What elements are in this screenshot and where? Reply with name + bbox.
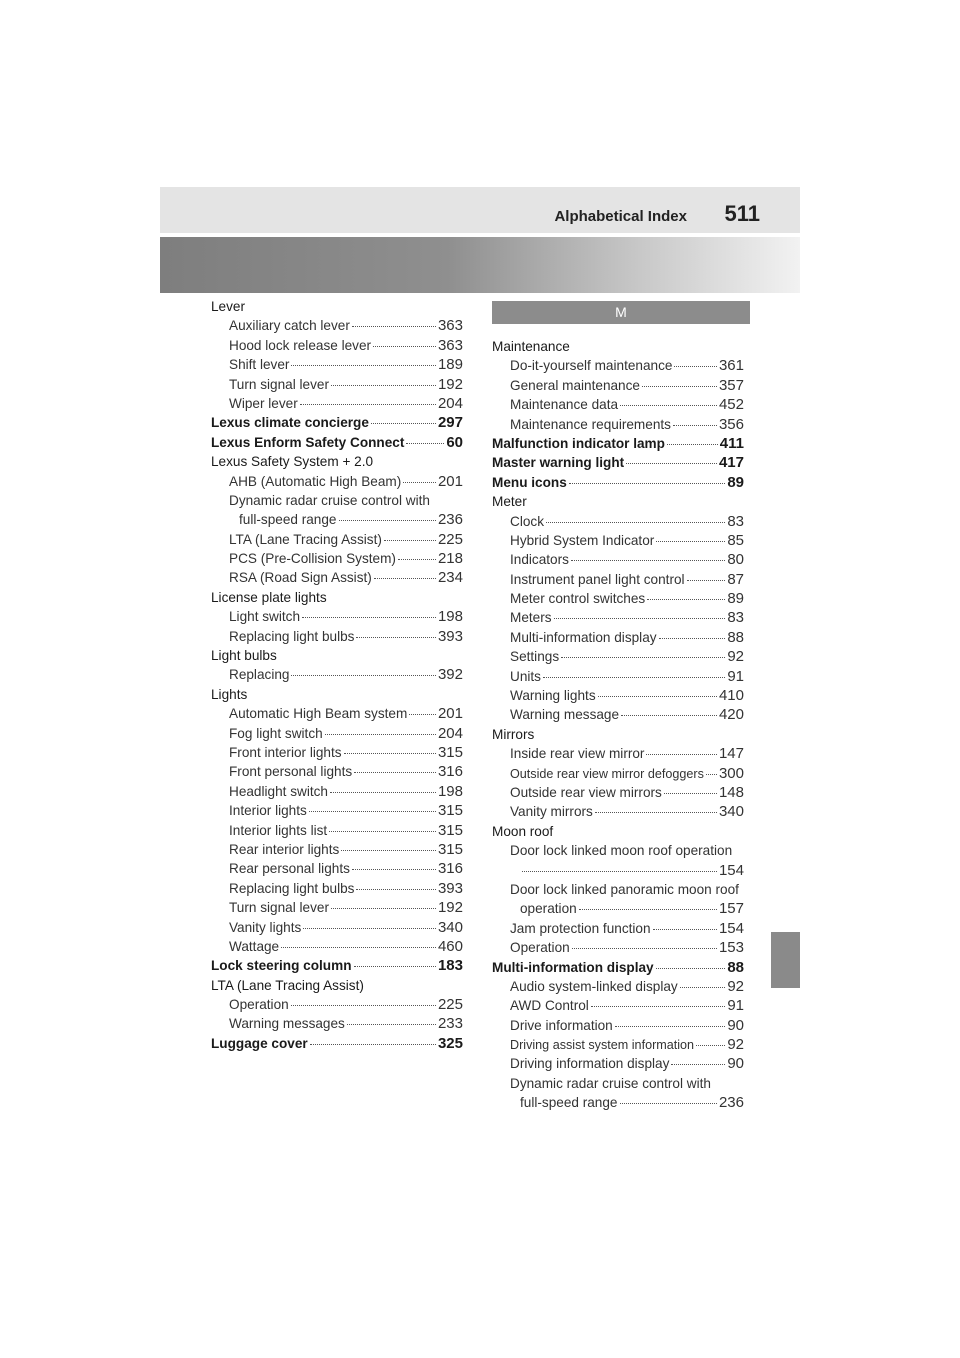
index-entry-text: Operation <box>229 997 289 1013</box>
dot-leader <box>572 948 717 949</box>
index-entry-text: Warning messages <box>229 1016 345 1032</box>
index-entry <box>211 355 463 374</box>
dot-leader <box>354 772 436 773</box>
index-entry <box>211 918 463 937</box>
dot-leader <box>329 831 436 832</box>
index-entry-page[interactable]: 92 <box>727 1036 744 1054</box>
index-entry <box>492 570 744 589</box>
index-entry <box>211 724 463 743</box>
index-entry-text: Replacing light bulbs <box>229 880 355 896</box>
dot-leader <box>646 754 717 755</box>
index-entry <box>492 841 744 860</box>
index-entry <box>492 1054 744 1073</box>
index-entry-text: Maintenance requirements <box>510 416 671 432</box>
dot-leader <box>352 869 436 870</box>
index-entry <box>211 491 463 510</box>
dot-leader <box>620 1103 717 1104</box>
index-entry-text: Light switch <box>229 609 301 625</box>
index-entry-page[interactable]: 363 <box>437 317 463 335</box>
index-entry-text: Auxiliary catch lever <box>229 318 350 334</box>
index-entry-text: full-speed range <box>520 1095 618 1111</box>
index-entry <box>211 995 463 1014</box>
index-entry-text: PCS (Pre-Collision System) <box>229 551 396 567</box>
index-entry <box>211 762 463 781</box>
index-entry-page[interactable]: 411 <box>719 434 744 452</box>
dot-leader <box>674 366 717 367</box>
dot-leader <box>653 929 717 930</box>
index-entry-text: Rear interior lights <box>229 841 340 857</box>
index-entry-text: Light bulbs <box>211 648 277 664</box>
index-entry-text: License plate lights <box>211 589 327 605</box>
index-entry-page[interactable]: 315 <box>437 802 463 820</box>
index-entry <box>211 627 463 646</box>
index-entry-text: Units <box>510 668 541 684</box>
index-entry <box>492 996 744 1015</box>
index-entry-text: AHB (Automatic High Beam) <box>229 473 402 489</box>
index-entry-page[interactable]: 83 <box>727 512 744 530</box>
index-entry <box>211 510 463 529</box>
index-entry <box>492 686 744 705</box>
index-entry-text: Dynamic radar cruise control with <box>510 1075 711 1091</box>
index-entry-text: LTA (Lane Tracing Assist) <box>229 531 382 547</box>
index-entry-page[interactable]: 460 <box>437 937 463 955</box>
dot-leader <box>656 541 725 542</box>
index-entry <box>492 1093 744 1112</box>
dot-leader <box>291 365 436 366</box>
index-entry <box>211 898 463 917</box>
dot-leader <box>281 947 436 948</box>
index-entry <box>492 899 744 918</box>
index-entry-text: Automatic High Beam system <box>229 706 408 722</box>
dot-leader <box>331 908 436 909</box>
index-entry-page[interactable]: 198 <box>437 782 463 800</box>
index-entry <box>211 413 463 432</box>
index-entry-page[interactable]: 452 <box>718 396 744 414</box>
index-entry-page[interactable]: 90 <box>727 1055 744 1073</box>
index-entry-text: Jam protection function <box>510 920 651 936</box>
index-entry <box>211 685 463 704</box>
index-entry-text: Mirrors <box>492 726 535 742</box>
dot-leader <box>569 483 726 484</box>
index-entry <box>492 1035 744 1054</box>
index-entry-text: Interior lights list <box>229 822 328 838</box>
index-entry <box>492 783 744 802</box>
index-entry-text: Shift lever <box>229 357 290 373</box>
index-entry <box>211 394 463 413</box>
index-entry <box>492 802 744 821</box>
index-entry-page[interactable]: 357 <box>718 376 744 394</box>
index-entry-text: Master warning light <box>492 455 625 471</box>
index-entry <box>211 840 463 859</box>
dot-leader <box>591 1006 726 1007</box>
dot-leader <box>656 968 726 969</box>
index-entry-text: Indicators <box>510 552 569 568</box>
index-entry-page[interactable]: 153 <box>718 939 744 957</box>
index-entry <box>211 549 463 568</box>
index-entry <box>492 861 744 880</box>
index-entry-page[interactable]: 300 <box>718 764 744 782</box>
index-entry-page[interactable]: 236 <box>437 511 463 529</box>
dot-leader <box>403 482 436 483</box>
dot-leader <box>522 871 717 872</box>
index-entry <box>492 958 744 977</box>
index-entry-text: Dynamic radar cruise control with <box>229 492 430 508</box>
page-header <box>160 187 800 233</box>
dot-leader <box>354 966 436 967</box>
index-entry <box>492 531 744 550</box>
index-entry <box>211 472 463 491</box>
index-entry-page[interactable]: 60 <box>446 433 463 451</box>
index-entry-text: Wattage <box>229 938 280 954</box>
dot-leader <box>626 463 717 464</box>
index-entry <box>492 376 744 395</box>
index-entry-text: Warning lights <box>510 688 596 704</box>
dot-leader <box>302 617 436 618</box>
section-tab <box>771 932 800 988</box>
index-entry <box>492 977 744 996</box>
index-column-left <box>211 297 463 1053</box>
index-entry <box>211 336 463 355</box>
index-entry-text: Instrument panel light control <box>510 571 685 587</box>
dot-leader <box>667 444 718 445</box>
dot-leader <box>543 677 725 678</box>
index-entry <box>211 937 463 956</box>
index-entry <box>211 568 463 587</box>
index-entry-page[interactable]: 316 <box>437 860 463 878</box>
index-entry-page[interactable]: 297 <box>437 414 463 432</box>
index-entry-text: operation <box>520 901 577 917</box>
index-entry-text: Maintenance <box>492 339 570 354</box>
index-entry-page[interactable]: 85 <box>727 531 744 549</box>
index-entry <box>492 550 744 569</box>
index-entry-page[interactable]: 189 <box>437 356 463 374</box>
index-entry-page[interactable]: 315 <box>437 840 463 858</box>
dot-leader <box>409 714 436 715</box>
index-entry <box>492 725 744 744</box>
index-entry-page[interactable]: 392 <box>437 666 463 684</box>
index-entry <box>211 297 463 316</box>
index-entry <box>211 782 463 801</box>
index-entry-text: Turn signal lever <box>229 376 329 392</box>
index-entry-page[interactable]: 225 <box>437 996 463 1014</box>
index-column-right <box>492 297 744 1113</box>
index-entry-page[interactable]: 340 <box>437 918 463 936</box>
dot-leader <box>680 987 726 988</box>
index-entry-page[interactable]: 225 <box>437 530 463 548</box>
index-entry-text: Front personal lights <box>229 764 353 780</box>
dot-leader <box>352 326 436 327</box>
index-entry-page[interactable]: 315 <box>437 743 463 761</box>
index-entry-page[interactable]: 192 <box>437 899 463 917</box>
section-letter-bar: M <box>492 301 750 324</box>
index-entry-text: Audio system-linked display <box>510 978 678 994</box>
dot-leader <box>406 443 444 444</box>
index-entry-text: Vanity mirrors <box>510 804 593 820</box>
index-entry <box>211 588 463 607</box>
index-entry-page[interactable]: 393 <box>437 879 463 897</box>
dot-leader <box>673 425 717 426</box>
index-entry-page[interactable]: 417 <box>718 454 744 472</box>
dot-leader <box>344 753 436 754</box>
index-entry <box>211 530 463 549</box>
index-entry-text: Settings <box>510 649 560 665</box>
index-entry-page[interactable]: 218 <box>437 550 463 568</box>
index-entry-page[interactable]: 325 <box>437 1034 463 1052</box>
index-entry <box>492 647 744 666</box>
index-entry-text: Vanity lights <box>229 919 302 935</box>
index-entry-page[interactable]: 340 <box>718 803 744 821</box>
index-entry-text: Door lock linked moon roof operation <box>510 843 733 859</box>
index-entry-page[interactable]: 201 <box>437 705 463 723</box>
index-entry-text: General maintenance <box>510 377 640 393</box>
index-entry-page[interactable]: 92 <box>727 648 744 666</box>
dot-leader <box>571 560 725 561</box>
index-entry-text: Lexus climate concierge <box>211 415 369 431</box>
index-entry-page[interactable]: 361 <box>718 357 744 375</box>
dot-leader <box>374 578 436 579</box>
index-entry-text: full-speed range <box>239 512 337 528</box>
index-entry-text: Driving assist system information <box>510 1038 695 1053</box>
dot-leader <box>687 580 726 581</box>
dot-leader <box>341 850 436 851</box>
index-entry <box>492 764 744 783</box>
index-entry-page[interactable]: 201 <box>437 472 463 490</box>
dot-leader <box>347 1024 436 1025</box>
index-entry-page[interactable]: 88 <box>727 628 744 646</box>
page-number: 511 <box>724 201 760 226</box>
index-entry <box>492 628 744 647</box>
index-entry-text: Replacing <box>229 667 290 683</box>
index-entry-page[interactable]: 91 <box>727 997 744 1015</box>
index-entry-page[interactable]: 234 <box>437 569 463 587</box>
index-entry-text: Lever <box>211 299 246 314</box>
index-entry-text: Driving information display <box>510 1056 670 1072</box>
index-entry <box>492 473 744 492</box>
dot-leader <box>659 638 726 639</box>
index-entry-text: Rear personal lights <box>229 861 350 877</box>
index-entry-text: Luggage cover <box>211 1035 308 1051</box>
index-entry-text: Meter <box>492 494 527 510</box>
index-entry-page[interactable]: 154 <box>718 919 744 937</box>
index-entry <box>211 821 463 840</box>
dot-leader <box>291 675 436 676</box>
dot-leader <box>300 404 436 405</box>
dot-leader <box>373 346 436 347</box>
index-entry <box>492 492 744 511</box>
index-entry-page[interactable]: 80 <box>727 551 744 569</box>
dot-leader <box>330 792 436 793</box>
index-entry-page[interactable]: 198 <box>437 608 463 626</box>
dot-leader <box>331 385 436 386</box>
index-entry <box>211 452 463 471</box>
dot-leader <box>371 423 436 424</box>
dot-leader <box>579 909 717 910</box>
index-entry <box>492 395 744 414</box>
index-entry-text: Warning message <box>510 707 620 723</box>
index-entry <box>492 589 744 608</box>
index-entry-text: Replacing light bulbs <box>229 628 355 644</box>
index-entry-text: Front interior lights <box>229 744 342 760</box>
dot-leader <box>706 774 717 775</box>
index-entry <box>211 1014 463 1033</box>
index-entry-page[interactable]: 363 <box>437 336 463 354</box>
index-entry-text: Malfunction indicator lamp <box>492 435 665 451</box>
index-entry-page[interactable]: 204 <box>437 394 463 412</box>
index-entry <box>211 646 463 665</box>
index-entry <box>211 801 463 820</box>
index-entry <box>492 822 744 841</box>
dot-leader <box>561 657 725 658</box>
index-entry <box>492 415 744 434</box>
index-entry-text: Lexus Safety System + 2.0 <box>211 454 374 470</box>
dot-leader <box>384 540 436 541</box>
index-entry <box>492 356 744 375</box>
index-entry-page[interactable]: 148 <box>718 783 744 801</box>
dot-leader <box>339 520 436 521</box>
index-entry-page[interactable]: 88 <box>727 958 744 976</box>
dot-leader <box>310 1044 436 1045</box>
index-entry-page[interactable]: 183 <box>437 957 463 975</box>
dot-leader <box>615 1026 726 1027</box>
index-entry-page[interactable]: 356 <box>718 415 744 433</box>
index-entry <box>492 453 744 472</box>
dot-leader <box>356 637 436 638</box>
dot-leader <box>554 618 726 619</box>
index-entry <box>492 667 744 686</box>
index-entry <box>211 1034 463 1053</box>
index-entry-text: Interior lights <box>229 803 307 819</box>
dot-leader <box>671 1064 725 1065</box>
index-entry-text: Outside rear view mirrors <box>510 784 662 800</box>
header-band <box>160 237 800 293</box>
dot-leader <box>621 715 717 716</box>
dot-leader <box>642 386 717 387</box>
index-entry <box>211 316 463 335</box>
dot-leader <box>647 599 725 600</box>
index-entry-text: RSA (Road Sign Assist) <box>229 570 372 586</box>
index-entry-page[interactable]: 92 <box>727 977 744 995</box>
index-entry-text: LTA (Lane Tracing Assist) <box>211 977 364 993</box>
index-entry-text: Meter control switches <box>510 591 646 607</box>
dot-leader <box>664 793 717 794</box>
index-entry <box>492 744 744 763</box>
index-entry-text: Moon roof <box>492 823 554 839</box>
index-entry <box>211 956 463 975</box>
index-entry-text: Hood lock release lever <box>229 337 372 353</box>
index-entry <box>492 1016 744 1035</box>
dot-leader <box>325 734 436 735</box>
index-entry <box>211 859 463 878</box>
index-entry-text: Fog light switch <box>229 725 323 741</box>
index-entry <box>492 608 744 627</box>
index-entry-text: Door lock linked panoramic moon roof <box>510 881 739 897</box>
index-entry-page[interactable]: 315 <box>437 821 463 839</box>
index-entry-page[interactable]: 204 <box>437 724 463 742</box>
dot-leader <box>291 1005 436 1006</box>
index-entry-page[interactable]: 410 <box>718 687 744 705</box>
index-entry-page[interactable]: 91 <box>727 667 744 685</box>
index-entry-page[interactable]: 157 <box>718 900 744 918</box>
index-entry-text: Multi-information display <box>510 629 657 645</box>
dot-leader <box>546 522 725 523</box>
index-entry <box>492 938 744 957</box>
index-entry <box>211 665 463 684</box>
index-entry-text: Multi-information display <box>492 959 654 975</box>
index-entry-text: Lexus Enform Safety Connect <box>211 434 405 450</box>
index-entry-text: Headlight switch <box>229 783 328 799</box>
index-entry-text: Wiper lever <box>229 395 298 411</box>
index-entry <box>211 976 463 995</box>
header-title: Alphabetical Index <box>554 208 687 225</box>
index-entry-text: Lights <box>211 686 248 702</box>
dot-leader <box>595 812 717 813</box>
index-entry-text: AWD Control <box>510 998 589 1014</box>
index-entry <box>492 512 744 531</box>
index-entry-page[interactable]: 83 <box>727 609 744 627</box>
index-entry <box>492 880 744 899</box>
index-entry <box>492 434 744 453</box>
index-entry-text: Maintenance data <box>510 397 619 413</box>
index-entry-page[interactable]: 233 <box>437 1015 463 1033</box>
index-entry <box>211 879 463 898</box>
dot-leader <box>303 928 436 929</box>
dot-leader <box>598 696 717 697</box>
index-entry-page[interactable]: 147 <box>718 745 744 763</box>
index-entry <box>211 743 463 762</box>
index-entry-text: Operation <box>510 940 570 956</box>
index-entry-text: Turn signal lever <box>229 900 329 916</box>
dot-leader <box>398 559 436 560</box>
index-entry-text: Meters <box>510 610 552 626</box>
index-entry-text: Lock steering column <box>211 958 352 974</box>
index-entry-page[interactable]: 87 <box>727 570 744 588</box>
dot-leader <box>620 405 717 406</box>
index-entry-text: Menu icons <box>492 474 567 490</box>
dot-leader <box>356 889 436 890</box>
index-entry-text: Hybrid System Indicator <box>510 532 655 548</box>
index-entry-page[interactable]: 420 <box>718 706 744 724</box>
index-entry-page[interactable]: 393 <box>437 627 463 645</box>
index-entry-page[interactable]: 89 <box>727 473 744 491</box>
index-entry-page[interactable]: 236 <box>718 1094 744 1112</box>
index-entry-text: Clock <box>510 513 544 529</box>
index-entry <box>211 704 463 723</box>
dot-leader <box>309 811 436 812</box>
index-entry <box>211 375 463 394</box>
index-entry <box>492 705 744 724</box>
index-entry <box>492 919 744 938</box>
index-entry-page[interactable]: 90 <box>727 1016 744 1034</box>
index-entry-page[interactable]: 154 <box>718 861 744 879</box>
index-entry-text: Outside rear view mirror defoggers <box>510 766 704 781</box>
index-entry-text: Drive information <box>510 1017 613 1033</box>
index-entry-page[interactable]: 316 <box>437 763 463 781</box>
index-entry <box>492 337 744 356</box>
index-entry <box>492 1074 744 1093</box>
index-entry <box>211 607 463 626</box>
index-entry <box>211 433 463 452</box>
index-entry-text: Do-it-yourself maintenance <box>510 358 673 374</box>
index-entry-page[interactable]: 89 <box>727 590 744 608</box>
dot-leader <box>696 1045 725 1046</box>
index-entry-page[interactable]: 192 <box>437 375 463 393</box>
index-entry-text: Inside rear view mirror <box>510 746 645 762</box>
